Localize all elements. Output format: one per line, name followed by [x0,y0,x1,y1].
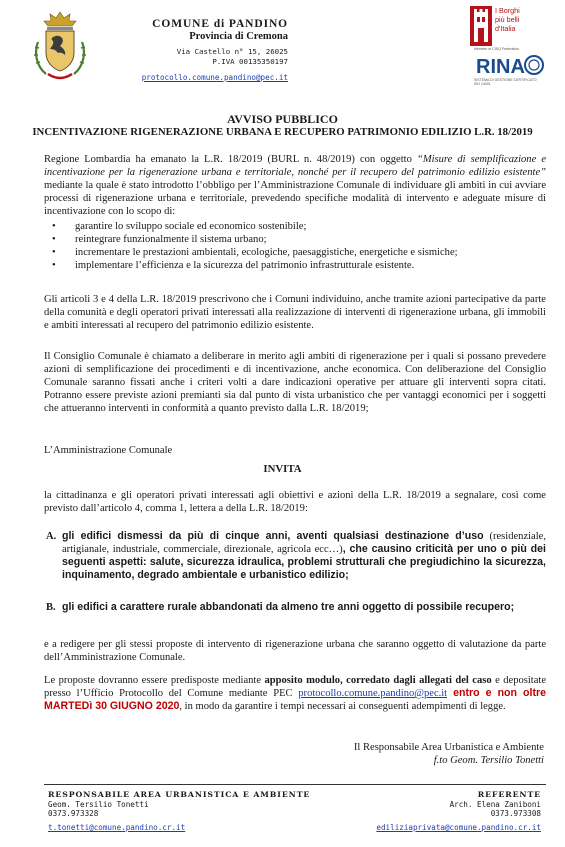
rina-caption [474,78,550,86]
footer-left-name: Geom. Tersilio Tonetti [48,799,149,809]
municipality-address: Via Castello n° 15, 26025 [176,47,288,56]
rina-certification-logo [475,54,545,76]
list-item: • implementare l’efficienza e la sicurezza del patrimonio infrastrutturale esistente. [44,259,546,272]
list-item: • reintegrare funzionalmente il sistema urbano; [44,233,546,246]
council-text: Il Consiglio Comunale è chiamato a deliberare in merito agli ambiti di rigenerazione per i quali si possano prevedere azioni di semplificazione dei procedimenti e di incentivazione, anche economica. Con deliberazione del Consiglio Comunale saranno fissati anche i criteri volti a dare indicazioni operative per attuare gli interventi sopra citati. Potranno essere previste azioni premianti sia dal punto di vista urbanistico che per vantaggi economici per i soggetti che attueranno interventi in conformità a quanto previsto dalla L.R. 18/2019; [44,351,546,414]
borghi-text-3: d'Italia [495,23,516,33]
borghi-piu-belli-logo [470,6,548,46]
municipal-crest-logo [30,8,90,88]
borghi-text-1: I Borghi [495,6,520,15]
vat-number: P.IVA 00135350197 [212,57,288,66]
item-a [46,530,546,582]
item-b-letter: B. [46,602,56,613]
list-item: • garantire lo sviluppo sociale ed economico sostenibile; [44,220,546,233]
footer-responsible [48,790,310,832]
deadline-text-c: , in modo da garantire i tempi necessari ai conseguenti adempimenti di legge. [179,701,506,712]
notice-title: AVVISO PUBBLICO [227,112,338,126]
council-paragraph [44,350,546,415]
item-b [46,601,546,614]
footer-left-phone: 0373.973328 [48,809,99,819]
signature-name: f.to Geom. Tersilio Tonetti [433,755,544,766]
invitation-paragraph [44,489,546,515]
footer-right-heading: REFERENTE [477,790,541,799]
notice-subtitle: INCENTIVAZIONE RIGENERAZIONE URBANA E RECUPERO PATRIMONIO EDILIZIO L.R. 18/2019 [32,126,533,138]
footer-right-phone: 0373.973308 [490,809,541,819]
articles-paragraph [44,293,546,332]
invitation-text: la cittadinanza e gli operatori privati interessati agli obiettivi e azioni della L.R. 18/2019 a segnalare, così come previsto dall’articolo 4, comma 1, lettera a della L.R. 18/2019: [44,490,546,514]
deadline-date: entro e non oltre MARTEDì 30 GIUGNO 2020 [44,687,546,712]
list-item: • incrementare le prestazioni ambientali, ecologiche, paesaggistiche, energetiche e sismiche; [44,246,546,259]
item-a-bold-2: , che causino criticità per uno o più dei seguenti aspetti: salute, sicurezza idraulica, problemi strutturali che pregiudichino la sicurezza, inquinamento, degrado ambientale e urbanistico edilizio; [62,543,546,581]
item-b-bold: gli edifici a carattere rurale abbandonati da almeno tre anni oggetto di possibile recupero; [62,601,515,613]
objectives-list [44,220,546,272]
item-a-normal: (residenziale, artigianale, industriale, commerciale, direzionale, agricola ecc…) [62,531,546,555]
intro-text-a: Regione Lombardia ha emanato la L.R. 18/2019 (BURL n. 48/2019) con oggetto [44,154,417,165]
administration-line [44,444,546,457]
tower-icon [470,6,492,46]
protocol-pec-link[interactable]: protocollo.comune.pandino@pec.it [298,688,448,699]
articles-text: Gli articoli 3 e 4 della L.R. 18/2019 prescrivono che i Comuni individuino, anche tramite azioni partecipative da parte della comunità e degli operatori privati interessati alla realizzazione di interventi di rigenerazione urbana, gli immobili e ambiti interessati al recupero del patrimonio edilizio esistente. [44,294,546,331]
iso-text: ISO 14001 [474,82,491,87]
footer-left-heading: RESPONSABILE AREA URBANISTICA E AMBIENTE [48,790,311,799]
signature-role: Il Responsabile Area Urbanistica e Ambiente [353,742,544,753]
deadline-text-a: Le proposte dovranno essere predisposte mediante [44,675,265,686]
borghi-text-2: più belli [495,14,520,24]
law-title: “Misure di semplificazione e incentivazione per la rigenerazione urbana e territoriale, nonché per il recupero del patrimonio edilizio esistente” [44,154,547,178]
invita-heading: INVITA [263,463,302,475]
signature-block [354,741,544,767]
form-requirement: apposito modulo, corredato dagli allegati del caso [264,675,492,686]
rina-logo-text: RINA [476,56,525,76]
pec-email-link[interactable]: protocollo.comune.pandino@pec.it [141,73,288,82]
item-a-bold-1: gli edifici dismessi da più di cinque anni, aventi qualsiasi destinazione d’uso [62,530,484,542]
footer-referent [376,790,541,832]
footer-right-email-link[interactable]: ediliziaprivata@comune.pandino.cr.it [376,822,541,832]
province-name: Provincia di Cremona [189,31,288,42]
administration-text: L’Amministrazione Comunale [44,445,173,456]
rina-system-text: SISTEMA DI GESTIONE CERTIFICATO [474,78,537,82]
proposals-text: e a redigere per gli stessi proposte di intervento di rigenerazione urbana che saranno oggetto di valutazione da parte dell’Amministrazione Comunale. [44,639,546,663]
intro-text-b: mediante la quale è stato introdotto l’obbligo per l’Amministrazione Comunale di individuare gli ambiti in cui avviare processi di rigenerazione urbana e territoriale, prevedendo specifiche modalità di intervento e adeguate misure di incentivazione con lo scopo di: [44,180,546,217]
deadline-paragraph [44,674,546,713]
cisq-member-text: Member of CISQ Federation [474,47,520,51]
deadline-text-b: e depositate presso l’Ufficio Protocollo del Comune mediante PEC [44,675,547,699]
proposals-paragraph [44,638,546,664]
footer-divider [44,784,546,785]
footer-right-name: Arch. Elena Zaniboni [449,799,541,809]
item-a-letter: A. [46,531,57,542]
municipality-header [110,18,288,82]
intro-paragraph [44,153,546,218]
footer-left-email-link[interactable]: t.tonetti@comune.pandino.cr.it [48,822,186,832]
municipality-name: COMUNE di PANDINO [152,18,288,30]
